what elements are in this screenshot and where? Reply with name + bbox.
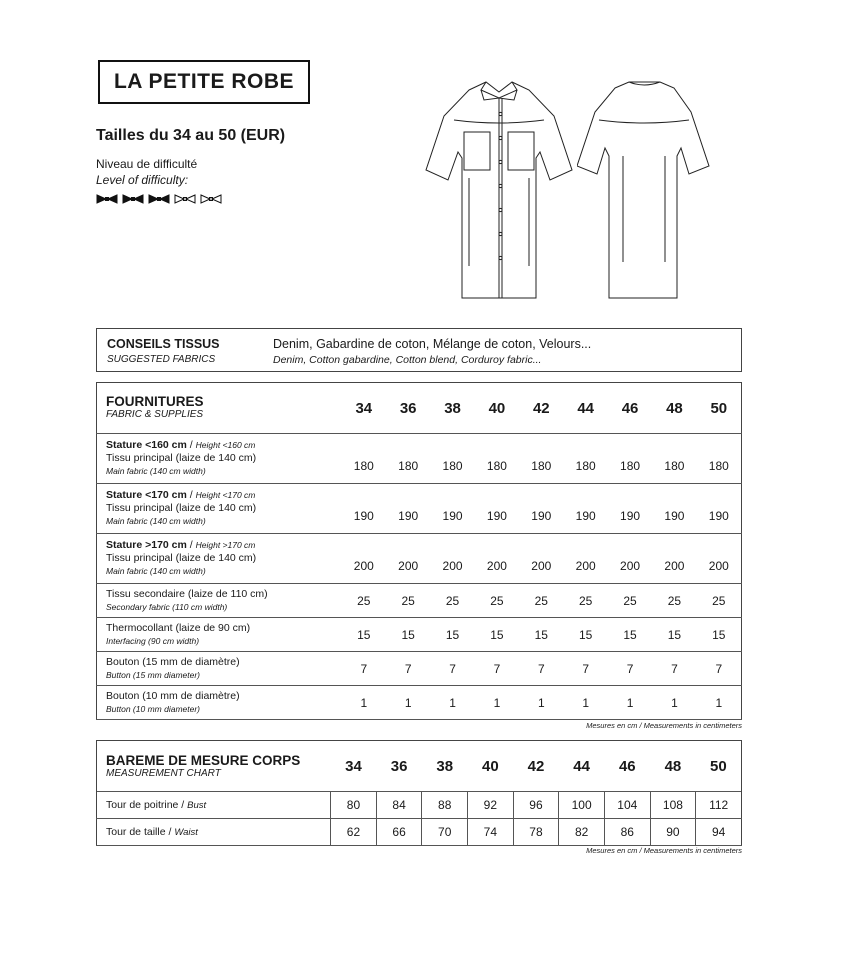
bow-empty-icon bbox=[174, 194, 196, 204]
size-header: 50 bbox=[696, 741, 742, 792]
size-header: 44 bbox=[559, 741, 605, 792]
supplies-row-label bbox=[97, 618, 342, 652]
stature-label-en: Height <160 cm bbox=[195, 440, 256, 450]
supply-value: 7 bbox=[519, 652, 563, 686]
fabrics-label-en: SUGGESTED FABRICS bbox=[107, 354, 216, 365]
chart-label: BAREME DE MESURE CORPS bbox=[106, 753, 301, 768]
size-header: 46 bbox=[604, 741, 650, 792]
supply-name-fr: Tissu principal (laize de 140 cm) bbox=[106, 552, 257, 564]
supply-value: 7 bbox=[608, 652, 652, 686]
supply-value: 180 bbox=[519, 434, 563, 484]
supply-name-fr: Bouton (15 mm de diamètre) bbox=[106, 655, 240, 668]
size-header: 34 bbox=[331, 741, 377, 792]
supply-value: 200 bbox=[652, 534, 696, 584]
supplies-row bbox=[97, 652, 742, 686]
supply-name-fr: Thermocollant (laize de 90 cm) bbox=[106, 621, 251, 634]
supply-value: 7 bbox=[563, 652, 607, 686]
supplies-row-label bbox=[97, 584, 342, 618]
size-header: 38 bbox=[422, 741, 468, 792]
supply-value: 180 bbox=[430, 434, 474, 484]
stature-label: Stature >170 cm bbox=[106, 539, 187, 551]
difficulty-label-fr: Niveau de difficulté bbox=[96, 157, 198, 171]
supplies-note: Mesures en cm / Measurements in centimeters bbox=[586, 721, 742, 730]
measurement-value: 86 bbox=[604, 819, 650, 846]
supply-value: 190 bbox=[563, 484, 607, 534]
supplies-row bbox=[97, 534, 742, 584]
stature-label-en: Height >170 cm bbox=[195, 540, 256, 550]
measurement-name-fr: Tour de poitrine bbox=[106, 799, 179, 811]
measurement-name-fr: Tour de taille bbox=[106, 826, 166, 838]
supply-value: 25 bbox=[475, 584, 519, 618]
measurement-value: 82 bbox=[559, 819, 605, 846]
supply-value: 1 bbox=[342, 686, 386, 720]
size-header: 44 bbox=[563, 383, 607, 434]
supply-value: 200 bbox=[386, 534, 430, 584]
measurement-value: 92 bbox=[468, 792, 514, 819]
supply-value: 15 bbox=[342, 618, 386, 652]
supply-value: 15 bbox=[608, 618, 652, 652]
supply-value: 15 bbox=[475, 618, 519, 652]
supply-value: 1 bbox=[475, 686, 519, 720]
supply-value: 25 bbox=[608, 584, 652, 618]
size-header: 40 bbox=[468, 741, 514, 792]
size-header: 36 bbox=[376, 741, 422, 792]
dress-back-sketch bbox=[577, 76, 712, 306]
supply-value: 180 bbox=[342, 434, 386, 484]
supply-value: 1 bbox=[519, 686, 563, 720]
supplies-label: FOURNITURES bbox=[106, 394, 204, 409]
supply-value: 7 bbox=[652, 652, 696, 686]
supply-value: 200 bbox=[697, 534, 742, 584]
measurement-row bbox=[97, 819, 742, 846]
supply-value: 200 bbox=[475, 534, 519, 584]
supplies-row bbox=[97, 686, 742, 720]
measurement-value: 90 bbox=[650, 819, 696, 846]
supply-value: 25 bbox=[519, 584, 563, 618]
measurement-value: 84 bbox=[376, 792, 422, 819]
supply-value: 7 bbox=[697, 652, 742, 686]
supplies-row bbox=[97, 584, 742, 618]
supply-value: 190 bbox=[386, 484, 430, 534]
supply-value: 180 bbox=[475, 434, 519, 484]
supply-value: 180 bbox=[563, 434, 607, 484]
size-header: 50 bbox=[697, 383, 742, 434]
supply-value: 200 bbox=[430, 534, 474, 584]
supply-value: 190 bbox=[608, 484, 652, 534]
measurement-value: 78 bbox=[513, 819, 559, 846]
measurement-value: 74 bbox=[468, 819, 514, 846]
supply-value: 7 bbox=[430, 652, 474, 686]
supply-name-en: Main fabric (140 cm width) bbox=[106, 466, 206, 476]
chart-note: Mesures en cm / Measurements in centimeters bbox=[586, 846, 742, 855]
supply-name-en: Button (15 mm diameter) bbox=[106, 669, 201, 680]
measurement-name-en: Waist bbox=[174, 827, 198, 838]
stature-line: Stature >170 cm / Height >170 cm bbox=[106, 539, 256, 551]
supply-value: 1 bbox=[608, 686, 652, 720]
supply-name-en: Main fabric (140 cm width) bbox=[106, 566, 206, 576]
supply-value: 190 bbox=[430, 484, 474, 534]
stature-line: Stature <160 cm / Height <160 cm bbox=[106, 439, 256, 451]
supply-value: 200 bbox=[608, 534, 652, 584]
difficulty-rating bbox=[96, 194, 222, 204]
bow-filled-icon bbox=[96, 194, 118, 204]
measurement-value: 62 bbox=[331, 819, 377, 846]
supply-value: 15 bbox=[652, 618, 696, 652]
supply-value: 200 bbox=[342, 534, 386, 584]
supply-value: 1 bbox=[563, 686, 607, 720]
supplies-row-label bbox=[97, 434, 342, 484]
measurement-value: 70 bbox=[422, 819, 468, 846]
supply-name-fr: Tissu principal (laize de 140 cm) bbox=[106, 502, 257, 514]
stature-label: Stature <160 cm bbox=[106, 439, 187, 451]
supply-value: 180 bbox=[652, 434, 696, 484]
stature-label-en: Height <170 cm bbox=[195, 490, 256, 500]
supply-value: 1 bbox=[652, 686, 696, 720]
stature-label: Stature <170 cm bbox=[106, 489, 187, 501]
supply-value: 15 bbox=[519, 618, 563, 652]
fabrics-list-en: Denim, Cotton gabardine, Cotton blend, Corduroy fabric... bbox=[273, 354, 542, 366]
supply-value: 7 bbox=[475, 652, 519, 686]
measurement-chart bbox=[96, 740, 742, 846]
size-header: 36 bbox=[386, 383, 430, 434]
supplies-row-label bbox=[97, 686, 342, 720]
supplies-header-row bbox=[97, 383, 742, 434]
supplies-row-label bbox=[97, 534, 342, 584]
supply-value: 25 bbox=[386, 584, 430, 618]
size-header: 38 bbox=[430, 383, 474, 434]
supply-value: 200 bbox=[563, 534, 607, 584]
supply-value: 15 bbox=[563, 618, 607, 652]
measurement-value: 66 bbox=[376, 819, 422, 846]
supplies-row-label bbox=[97, 484, 342, 534]
supplies-row bbox=[97, 434, 742, 484]
fabrics-label: CONSEILS TISSUS bbox=[107, 337, 220, 351]
stature-line: Stature <170 cm / Height <170 cm bbox=[106, 489, 256, 501]
supply-name-en: Secondary fabric (110 cm width) bbox=[106, 601, 228, 612]
supplies-row bbox=[97, 618, 742, 652]
supply-value: 1 bbox=[430, 686, 474, 720]
supply-value: 180 bbox=[697, 434, 742, 484]
supplies-row-label bbox=[97, 652, 342, 686]
chart-header-label bbox=[97, 741, 331, 792]
supply-value: 15 bbox=[430, 618, 474, 652]
supply-value: 190 bbox=[652, 484, 696, 534]
pattern-title: LA PETITE ROBE bbox=[98, 60, 310, 104]
size-header: 42 bbox=[513, 741, 559, 792]
supply-value: 7 bbox=[342, 652, 386, 686]
supply-value: 190 bbox=[475, 484, 519, 534]
supply-value: 200 bbox=[519, 534, 563, 584]
measurement-value: 104 bbox=[604, 792, 650, 819]
measurement-name-en: Bust bbox=[187, 800, 207, 811]
supply-value: 180 bbox=[386, 434, 430, 484]
supply-value: 25 bbox=[652, 584, 696, 618]
dress-front-sketch bbox=[424, 76, 574, 306]
measurement-value: 80 bbox=[331, 792, 377, 819]
supplies-header-label bbox=[97, 383, 342, 434]
measurement-value: 94 bbox=[696, 819, 742, 846]
size-header: 48 bbox=[652, 383, 696, 434]
size-range: Tailles du 34 au 50 (EUR) bbox=[96, 127, 286, 144]
measurement-value: 88 bbox=[422, 792, 468, 819]
supply-name-fr: Tissu secondaire (laize de 110 cm) bbox=[106, 587, 268, 600]
supply-value: 15 bbox=[386, 618, 430, 652]
measurement-label: Tour de taille / Waist bbox=[97, 819, 331, 846]
chart-header-row bbox=[97, 741, 742, 792]
size-header: 34 bbox=[342, 383, 386, 434]
size-header: 46 bbox=[608, 383, 652, 434]
size-header: 40 bbox=[475, 383, 519, 434]
bow-filled-icon bbox=[148, 194, 170, 204]
supply-value: 180 bbox=[608, 434, 652, 484]
supplies-table bbox=[96, 382, 742, 720]
supplies-label-en: FABRIC & SUPPLIES bbox=[106, 409, 204, 420]
fabrics-list-fr: Denim, Gabardine de coton, Mélange de coton, Velours... bbox=[273, 337, 592, 351]
measurement-value: 96 bbox=[513, 792, 559, 819]
supply-value: 190 bbox=[342, 484, 386, 534]
supply-name-fr: Bouton (10 mm de diamètre) bbox=[106, 689, 240, 702]
measurement-row bbox=[97, 792, 742, 819]
difficulty-label-en: Level of difficulty: bbox=[96, 173, 189, 187]
supply-name-fr: Tissu principal (laize de 140 cm) bbox=[106, 452, 257, 464]
supply-name-en: Main fabric (140 cm width) bbox=[106, 516, 206, 526]
supply-value: 1 bbox=[386, 686, 430, 720]
size-header: 42 bbox=[519, 383, 563, 434]
supply-value: 25 bbox=[430, 584, 474, 618]
supply-value: 190 bbox=[697, 484, 742, 534]
supply-value: 1 bbox=[697, 686, 742, 720]
measurement-value: 112 bbox=[696, 792, 742, 819]
supply-name-en: Button (10 mm diameter) bbox=[106, 703, 201, 714]
supply-value: 7 bbox=[386, 652, 430, 686]
supply-value: 190 bbox=[519, 484, 563, 534]
chart-label-en: MEASUREMENT CHART bbox=[106, 768, 221, 779]
suggested-fabrics-box bbox=[96, 328, 742, 372]
supply-name-en: Interfacing (90 cm width) bbox=[106, 635, 200, 646]
supply-value: 25 bbox=[697, 584, 742, 618]
bow-empty-icon bbox=[200, 194, 222, 204]
supply-value: 15 bbox=[697, 618, 742, 652]
supplies-row bbox=[97, 484, 742, 534]
measurement-value: 108 bbox=[650, 792, 696, 819]
measurement-value: 100 bbox=[559, 792, 605, 819]
size-header: 48 bbox=[650, 741, 696, 792]
measurement-label: Tour de poitrine / Bust bbox=[97, 792, 331, 819]
bow-filled-icon bbox=[122, 194, 144, 204]
supply-value: 25 bbox=[563, 584, 607, 618]
supply-value: 25 bbox=[342, 584, 386, 618]
